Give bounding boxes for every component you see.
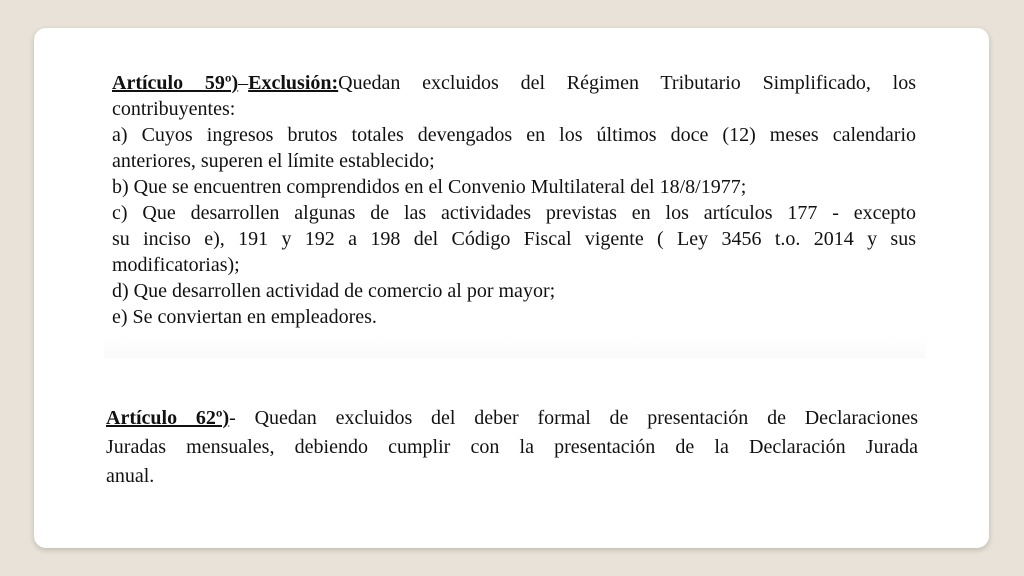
article-62-line-3: anual.: [106, 465, 155, 487]
item-e: e) Se conviertan en empleadores.: [112, 306, 377, 328]
article-62-heading: Artículo 62º): [106, 407, 230, 429]
item-c-line-3: modificatorias);: [112, 254, 240, 276]
slide-card: [34, 28, 989, 548]
article-62-line-2: Juradas mensuales, debiendo cumplir con la presentación de la Declaración Jurada: [106, 436, 918, 458]
article-62-first-line: [106, 404, 918, 433]
article-62-scan: [96, 400, 926, 496]
item-c-line-2: su inciso e), 191 y 192 a 198 del Código Fiscal vigente ( Ley 3456 t.o. 2014 y sus: [112, 228, 916, 250]
article-59-dash: –: [238, 72, 249, 94]
item-d: d) Que desarrollen actividad de comercio al por mayor;: [112, 280, 556, 302]
article-59-intro-cont: contribuyentes:: [112, 98, 236, 120]
article-59-first-line: [112, 70, 916, 96]
article-59-scan: [104, 66, 926, 358]
item-c-line-1: c) Que desarrollen algunas de las actividades previstas en los artículos 177 - excepto: [112, 202, 916, 224]
article-62-text: - Quedan excluidos del deber formal de presentación de Declaraciones: [229, 407, 919, 429]
item-a-line-1: a) Cuyos ingresos brutos totales devengados en los últimos doce (12) meses calendario: [112, 124, 916, 146]
article-59-heading: Artículo 59º): [112, 72, 239, 94]
item-b: b) Que se encuentren comprendidos en el Convenio Multilateral del 18/8/1977;: [112, 176, 747, 198]
item-a-line-2: anteriores, superen el límite establecido;: [112, 150, 435, 172]
article-59-intro: Quedan excluidos del Régimen Tributario Simplificado, los: [338, 72, 917, 94]
exclusion-heading: Exclusión:: [248, 72, 339, 94]
